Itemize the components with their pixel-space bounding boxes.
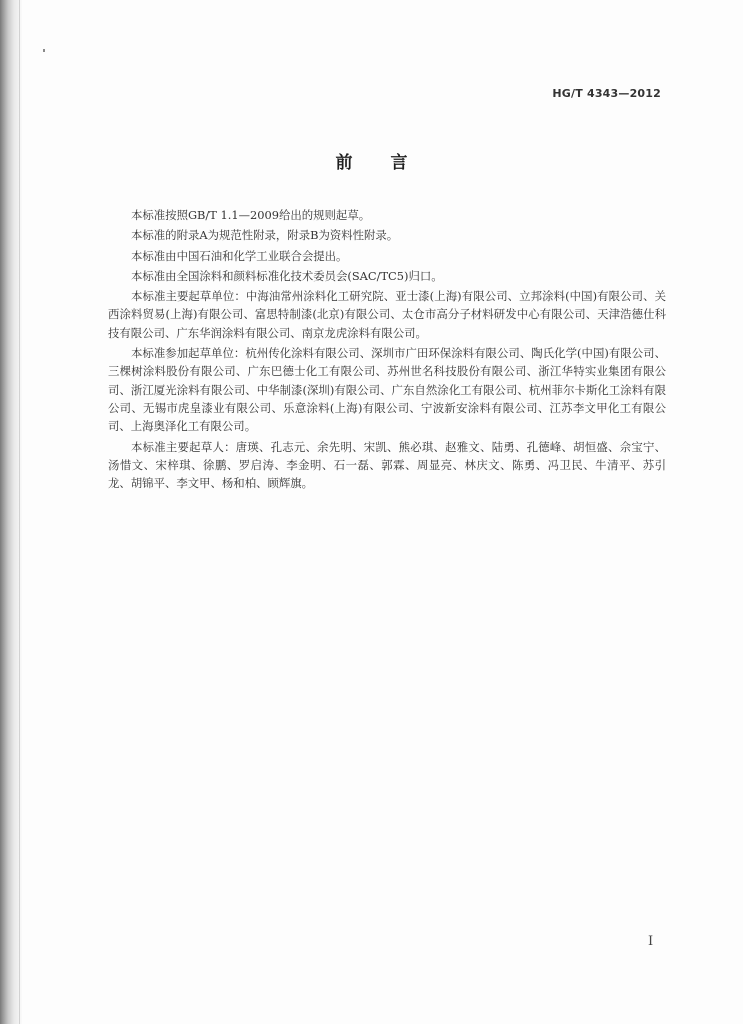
paragraph-participating-units: 本标准参加起草单位：杭州传化涂料有限公司、深圳市广田环保涂料有限公司、陶氏化学(中国)有限公司、三棵树涂料股份有限公司、广东巴德士化工有限公司、苏州世名科技股份有限公司、浙江华特实业集团有限公司、浙江厦光涂料有限公司、中华制漆(深圳)有限公司、广东自然涂化工有限公司、杭州菲尔卡斯化工涂料有限公司、无锡市虎皇漆业有限公司、乐意涂料(上海)有限公司、宁波新安涂料有限公司、江苏李文甲化工有限公司、上海奥泽化工有限公司。	[108, 346, 666, 434]
paragraph-main-drafting-units: 本标准主要起草单位：中海油常州涂料化工研究院、亚士漆(上海)有限公司、立邦涂料(中国)有限公司、关西涂料贸易(上海)有限公司、富思特制漆(北京)有限公司、太仓市高分子材料研发中心有限公司、天津浩德仕科技有限公司、广东华润涂料有限公司、南京龙虎涂料有限公司。	[108, 289, 666, 340]
standard-code: HG/T 4343—2012	[552, 87, 661, 100]
paragraph-main-drafters: 本标准主要起草人：唐瑛、孔志元、余先明、宋凯、熊必琪、赵雅文、陆勇、孔德峰、胡恒盛、佘宝宁、汤惜文、宋梓琪、徐鹏、罗启涛、李金明、石一磊、郭霖、周显亮、林庆文、陈勇、冯卫民、牛清平、苏引龙、胡锦平、李文甲、杨和柏、顾辉旗。	[108, 439, 666, 491]
page-number: I	[648, 934, 654, 949]
scan-speck	[43, 49, 45, 52]
paragraph-appendix: 本标准的附录A为规范性附录，附录B为资料性附录。	[131, 228, 399, 243]
page-title: 前言	[335, 153, 446, 173]
foreword-body	[108, 206, 666, 494]
paragraph-proposer: 本标准由中国石油和化学工业联合会提出。	[131, 248, 348, 263]
paragraph-drafting-rules: 本标准按照GB/T 1.1—2009给出的规则起草。	[131, 208, 371, 222]
paragraph-administrator: 本标准由全国涂料和颜料标准化技术委员会(SAC/TC5)归口。	[131, 268, 443, 283]
